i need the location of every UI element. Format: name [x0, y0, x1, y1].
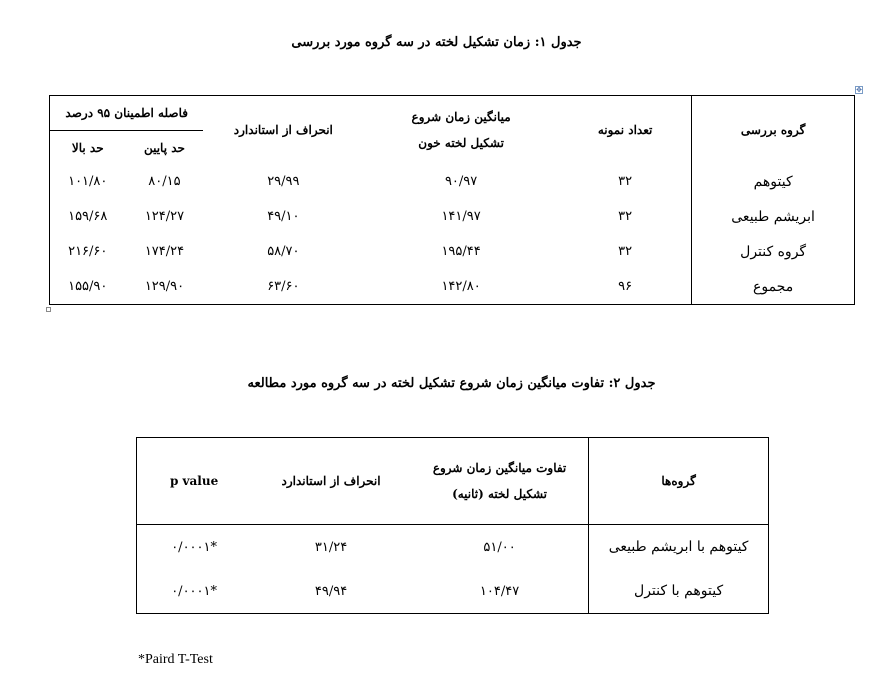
table1-cell-group: کیتوهم	[692, 164, 855, 199]
table2-header-diff	[411, 438, 589, 525]
table1-cell-upper: ۲۱۶/۶۰	[50, 234, 126, 269]
table1-cell-mean: ۱۹۵/۴۴	[441, 244, 481, 259]
table1-cell-group: ابریشم طبیعی	[692, 199, 855, 234]
table1-header-sd: انحراف از استاندارد	[233, 123, 333, 137]
table-row	[50, 269, 855, 305]
table1-cell-lower: ۸۰/۱۵	[148, 174, 181, 189]
table-row	[50, 199, 855, 234]
table1-cell-lower: ۱۲۴/۲۷	[144, 209, 185, 224]
table1-header-mean-line1: میانگین زمان شروع	[411, 110, 511, 124]
table2-cell-diff: ۵۱/۰۰	[483, 539, 516, 555]
table1-cell-group: گروه کنترل	[692, 234, 855, 269]
table1-cell-sd: ۵۸/۷۰	[267, 244, 300, 259]
table1-cell-count: ۹۶	[618, 279, 633, 294]
table2-cell-p: *۰/۰۰۰۱	[171, 583, 217, 599]
table1-cell-count: ۳۲	[618, 209, 633, 224]
table1-header-count: تعداد نمونه	[597, 123, 653, 137]
table1	[49, 95, 855, 305]
table1-cell-mean: ۱۴۲/۸۰	[441, 279, 481, 294]
table1-header-mean	[363, 96, 559, 165]
table1-cell-group: مجموع	[692, 269, 855, 305]
table1-cell-lower: ۱۷۴/۲۴	[144, 244, 185, 259]
footnote: *Paird T-Test	[138, 652, 213, 667]
table1-cell-sd: ۶۳/۶۰	[267, 279, 300, 294]
table1-cell-mean: ۹۰/۹۷	[444, 174, 478, 189]
table2-header-diff-line2: تشکیل لخته (ثانیه)	[452, 487, 548, 501]
table2-cell-group: کیتوهم با ابریشم طبیعی	[589, 525, 769, 570]
table1-cell-count: ۳۲	[618, 174, 633, 189]
table2	[136, 437, 769, 614]
table2-cell-sd: ۳۱/۲۴	[314, 539, 348, 555]
table1-caption: جدول ۱: زمان تشکیل لخته در سه گروه مورد بررسی	[291, 35, 582, 50]
table2-header-sd: انحراف از استاندارد	[251, 438, 411, 525]
table2-header-diff-line1: تفاوت میانگین زمان شروع	[432, 461, 567, 475]
table-resize-handle-icon[interactable]	[46, 307, 51, 312]
table1-header-ci-lower: حد پایین	[143, 140, 185, 155]
table1-cell-count: ۳۲	[618, 244, 633, 259]
table2-cell-group: کیتوهم با کنترل	[589, 569, 769, 614]
table1-header-mean-line2: تشکیل لخته خون	[418, 136, 504, 150]
table1-cell-sd: ۲۹/۹۹	[267, 174, 300, 189]
table-row	[50, 234, 855, 269]
table1-cell-mean: ۱۴۱/۹۷	[441, 209, 481, 224]
table2-header-p: p value	[137, 438, 252, 525]
table1-cell-upper: ۱۰۱/۸۰	[50, 164, 126, 199]
table-row	[137, 525, 769, 570]
table2-cell-diff: ۱۰۴/۴۷	[479, 583, 520, 599]
table1-cell-upper: ۱۵۵/۹۰	[50, 269, 126, 305]
table2-caption: جدول ۲: تفاوت میانگین زمان شروع تشکیل لخته در سه گروه مورد مطالعه	[247, 376, 656, 391]
table2-cell-sd: ۴۹/۹۴	[314, 583, 348, 599]
table-row	[50, 164, 855, 199]
table-move-handle-icon[interactable]: ✥	[856, 86, 862, 94]
table1-header-ci: فاصله اطمینان ۹۵ درصد	[50, 96, 204, 131]
table1-header-ci-upper: حد بالا	[50, 131, 126, 165]
table1-cell-lower: ۱۲۹/۹۰	[144, 279, 185, 294]
table1-header-group: گروه بررسی	[692, 96, 855, 165]
table2-cell-p: *۰/۰۰۰۱	[171, 539, 217, 555]
table2-header-groups: گروه‌ها	[589, 438, 769, 525]
table1-cell-upper: ۱۵۹/۶۸	[50, 199, 126, 234]
table-row	[137, 569, 769, 614]
table1-cell-sd: ۴۹/۱۰	[267, 209, 300, 224]
